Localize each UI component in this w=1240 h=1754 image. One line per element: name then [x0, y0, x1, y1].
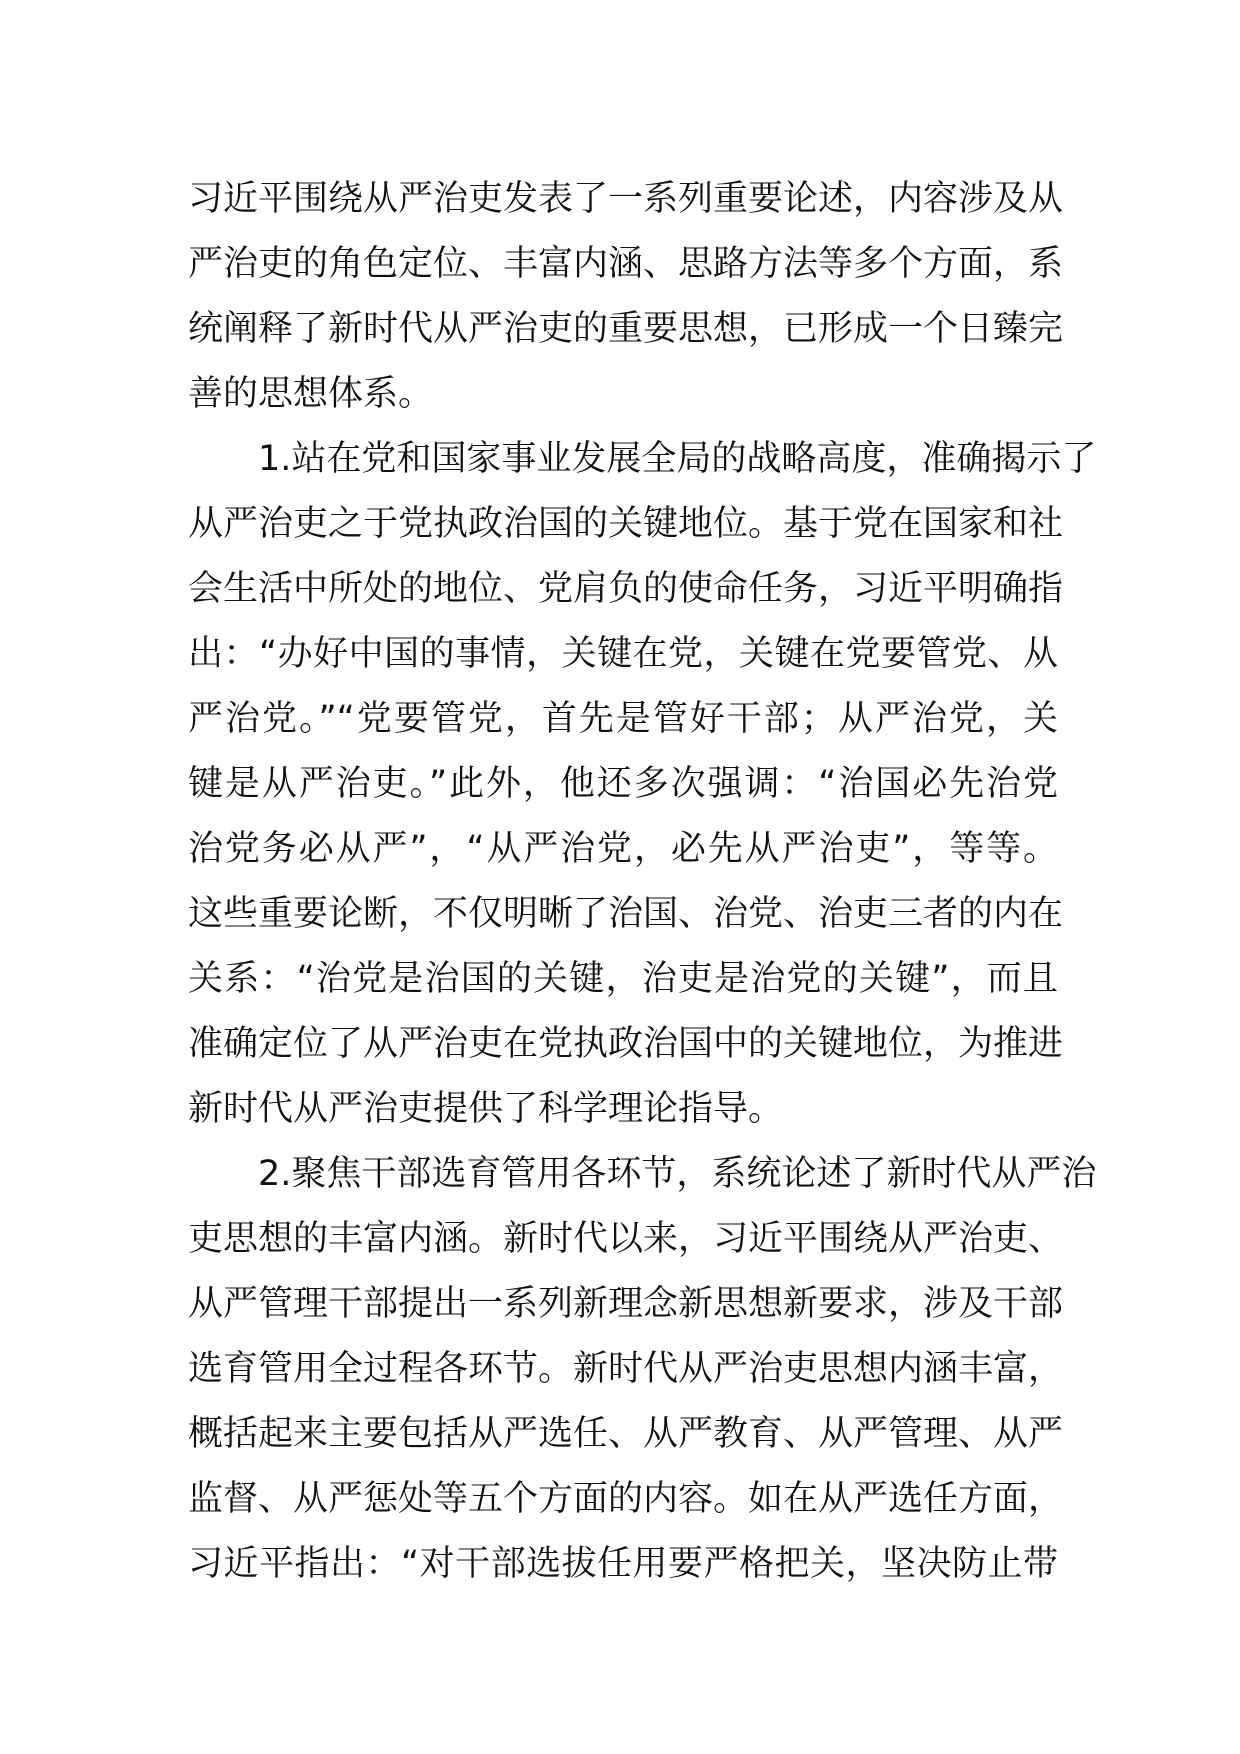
- text-line: 概括起来主要包括从严选任、从严教育、从严管理、从严: [188, 1414, 1064, 1454]
- text-line: 善的思想体系。: [188, 374, 434, 414]
- text-line: 习近平指出：“对干部选拔任用要严格把关，坚决防止带: [188, 1544, 1058, 1584]
- text-line: 统阐释了新时代从严治吏的重要思想，已形成一个日臻完: [188, 309, 1064, 349]
- text-line: 新时代从严治吏提供了科学理论指导。: [188, 1089, 784, 1129]
- text-line: 吏思想的丰富内涵。新时代以来，习近平围绕从严治吏、: [188, 1219, 1064, 1259]
- text-line: 严治党。”“党要管党，首先是管好干部；从严治党，关: [188, 699, 1058, 739]
- paragraph-2-first-line: 2.聚焦干部选育管用各环节，系统论述了新时代从严治: [258, 1154, 1097, 1194]
- text-line: 治党务必从严”，“从严治党，必先从严治吏”，等等。: [188, 829, 1058, 869]
- text-line: 从严管理干部提出一系列新理念新思想新要求，涉及干部: [188, 1284, 1064, 1324]
- text-line: 出：“办好中国的事情，关键在党，关键在党要管党、从: [188, 634, 1058, 674]
- text-line: 从严治吏之于党执政治国的关键地位。基于党在国家和社: [188, 504, 1064, 544]
- text-line: 关系：“治党是治国的关键，治吏是治党的关键”，而且: [188, 959, 1058, 999]
- text-line: 这些重要论断，不仅明晰了治国、治党、治吏三者的内在: [188, 894, 1064, 934]
- text-line: 严治吏的角色定位、丰富内涵、思路方法等多个方面，系: [188, 244, 1064, 284]
- body-text: [188, 167, 1097, 1597]
- text-line: 习近平围绕从严治吏发表了一系列重要论述，内容涉及从: [188, 179, 1064, 219]
- text-line: 准确定位了从严治吏在党执政治国中的关键地位，为推进: [188, 1024, 1064, 1064]
- text-line: 会生活中所处的地位、党肩负的使命任务，习近平明确指: [188, 569, 1064, 609]
- text-line: 键是从严治吏。”此外，他还多次强调：“治国必先治党: [188, 764, 1058, 804]
- text-line: 监督、从严惩处等五个方面的内容。如在从严选任方面，: [188, 1479, 1064, 1519]
- text-line: 选育管用全过程各环节。新时代从严治吏思想内涵丰富，: [188, 1349, 1064, 1389]
- paragraph-1-first-line: 1.站在党和国家事业发展全局的战略高度，准确揭示了: [258, 439, 1097, 479]
